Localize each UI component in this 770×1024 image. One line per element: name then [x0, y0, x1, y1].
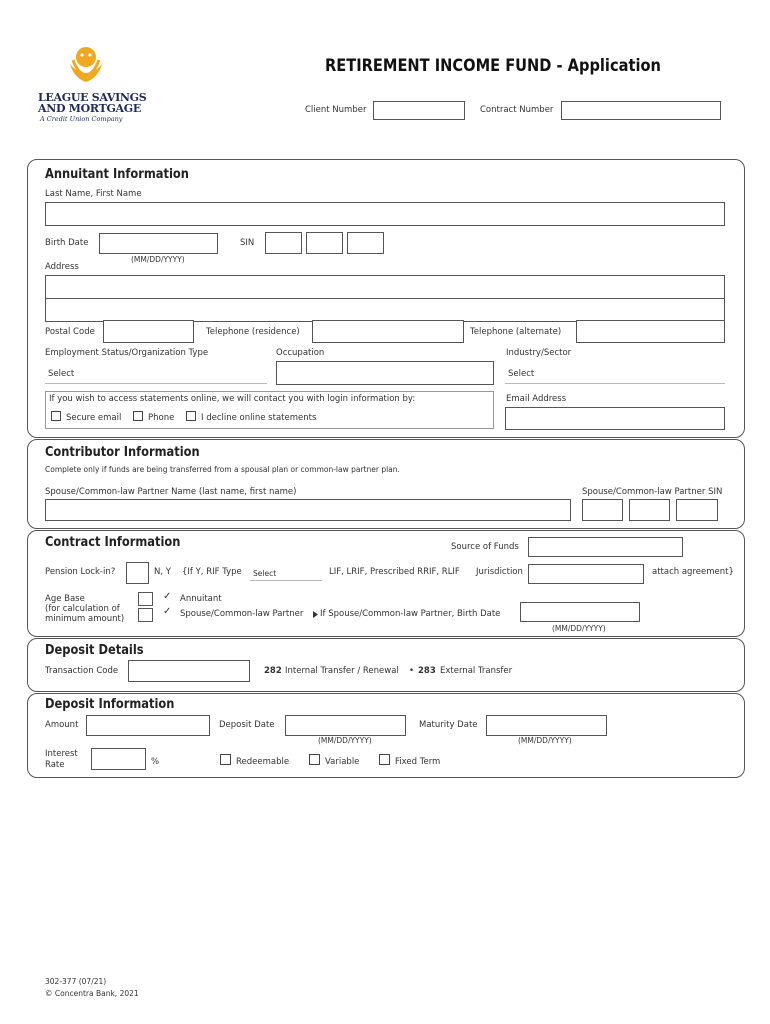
client-number-field[interactable]	[373, 101, 465, 120]
logo-line-1: LEAGUE SAVINGS	[38, 91, 147, 104]
maturity-date-field[interactable]	[486, 715, 607, 736]
spouse-option-label: Spouse/Common-law Partner	[180, 609, 304, 619]
variable-checkbox[interactable]	[309, 754, 320, 765]
page-title: RETIREMENT INCOME FUND - Application	[325, 56, 661, 76]
rif-type-label: {If Y, RIF Type	[182, 567, 242, 577]
contract-heading: Contract Information	[45, 535, 181, 550]
maturity-date-label: Maturity Date	[419, 720, 478, 730]
amount-label: Amount	[45, 720, 79, 730]
phone-checkbox[interactable]	[133, 411, 143, 421]
interest-label-1: Interest	[45, 749, 78, 759]
fixed-term-label: Fixed Term	[395, 757, 441, 767]
employment-select[interactable]	[45, 362, 267, 384]
address-line-1[interactable]	[45, 275, 725, 299]
code-283: 283	[418, 666, 436, 676]
contract-number-field[interactable]	[561, 101, 721, 120]
address-line-2[interactable]	[45, 298, 725, 322]
address-label: Address	[45, 262, 79, 272]
logo-line-2: AND MORTGAGE	[38, 102, 141, 115]
secure-email-label: Secure email	[66, 413, 122, 423]
contract-number-label: Contract Number	[480, 105, 554, 115]
partner-sin-field-3[interactable]	[676, 499, 718, 521]
contributor-note: Complete only if funds are being transferred from a spousal plan or common-law partner plan.	[45, 465, 400, 474]
copyright: © Concentra Bank, 2021	[45, 989, 139, 998]
logo-emblem-icon	[36, 44, 148, 84]
logo	[36, 44, 148, 128]
age-base-label-2: (for calculation of	[45, 604, 120, 614]
deposit-date-label: Deposit Date	[219, 720, 275, 730]
logo-tagline: A Credit Union Company	[40, 115, 123, 123]
contributor-heading: Contributor Information	[45, 445, 200, 460]
tel-alternate-field[interactable]	[576, 320, 725, 343]
form-number: 302-377 (07/21)	[45, 977, 107, 986]
lif-text: LIF, LRIF, Prescribed RRIF, RLIF	[329, 567, 460, 577]
source-label: Source of Funds	[451, 542, 519, 552]
partner-name-label: Spouse/Common-law Partner Name (last name, first name)	[45, 487, 297, 497]
sin-field-1[interactable]	[265, 232, 302, 254]
fixed-term-checkbox[interactable]	[379, 754, 390, 765]
industry-select[interactable]	[505, 362, 725, 384]
jurisdiction-label: Jurisdiction	[476, 567, 523, 577]
sin-label: SIN	[240, 238, 255, 248]
code-282-text: Internal Transfer / Renewal	[285, 666, 399, 676]
client-number-label: Client Number	[305, 105, 367, 115]
employment-select-value: Select	[48, 369, 75, 379]
spouse-birth-label: If Spouse/Common-law Partner, Birth Date	[320, 609, 501, 619]
interest-label-2: Rate	[45, 760, 65, 770]
variable-label: Variable	[325, 757, 360, 767]
check-icon: ✓	[163, 606, 172, 617]
transaction-code-label: Transaction Code	[45, 666, 119, 676]
name-label: Last Name, First Name	[45, 189, 142, 199]
age-base-spouse-checkbox[interactable]	[138, 608, 153, 622]
birth-date-hint: (MM/DD/YYYY)	[131, 255, 185, 264]
age-base-label-1: Age Base	[45, 594, 85, 604]
partner-sin-label: Spouse/Common-law Partner SIN	[582, 487, 723, 497]
jurisdiction-field[interactable]	[528, 564, 644, 584]
partner-sin-field-2[interactable]	[629, 499, 670, 521]
bullet-separator: •	[409, 666, 415, 676]
interest-rate-field[interactable]	[91, 748, 146, 770]
birth-date-label: Birth Date	[45, 238, 89, 248]
rif-type-value: Select	[253, 569, 277, 578]
lockin-field[interactable]	[126, 562, 149, 584]
deposit-details-heading: Deposit Details	[45, 643, 144, 658]
tel-residence-label: Telephone (residence)	[206, 327, 300, 337]
occupation-label: Occupation	[276, 348, 325, 358]
redeemable-checkbox[interactable]	[220, 754, 231, 765]
age-base-label-3: minimum amount)	[45, 614, 125, 624]
redeemable-label: Redeemable	[236, 757, 290, 767]
deposit-date-field[interactable]	[285, 715, 406, 736]
birth-date-field[interactable]	[99, 233, 218, 254]
age-base-annuitant-checkbox[interactable]	[138, 592, 153, 606]
decline-checkbox[interactable]	[186, 411, 196, 421]
tel-residence-field[interactable]	[312, 320, 464, 343]
partner-sin-field-1[interactable]	[582, 499, 623, 521]
email-field[interactable]	[505, 407, 725, 430]
check-icon: ✓	[163, 591, 172, 602]
deposit-date-hint: (MM/DD/YYYY)	[318, 736, 372, 745]
sin-field-2[interactable]	[306, 232, 343, 254]
deposit-info-heading: Deposit Information	[45, 697, 175, 712]
partner-name-field[interactable]	[45, 499, 571, 521]
code-282: 282	[264, 666, 282, 676]
online-notice: If you wish to access statements online, we will contact you with login information by:	[49, 394, 416, 404]
postal-code-label: Postal Code	[45, 327, 95, 337]
transaction-code-field[interactable]	[128, 660, 250, 682]
annuitant-option-label: Annuitant	[180, 594, 222, 604]
name-field[interactable]	[45, 202, 725, 226]
arrow-right-icon	[313, 611, 318, 618]
spouse-birth-field[interactable]	[520, 602, 640, 622]
annuitant-heading: Annuitant Information	[45, 167, 189, 182]
decline-label: I decline online statements	[201, 413, 317, 423]
email-label: Email Address	[506, 394, 567, 404]
spouse-birth-hint: (MM/DD/YYYY)	[552, 624, 606, 633]
phone-label: Phone	[148, 413, 175, 423]
lockin-label: Pension Lock-in?	[45, 567, 116, 577]
percent-sign: %	[151, 757, 160, 767]
sin-field-3[interactable]	[347, 232, 384, 254]
maturity-date-hint: (MM/DD/YYYY)	[518, 736, 572, 745]
employment-label: Employment Status/Organization Type	[45, 348, 209, 358]
tel-alternate-label: Telephone (alternate)	[470, 327, 562, 337]
secure-email-checkbox[interactable]	[51, 411, 61, 421]
attach-text: attach agreement}	[652, 567, 734, 577]
industry-select-value: Select	[508, 369, 535, 379]
source-field[interactable]	[528, 537, 683, 557]
industry-label: Industry/Sector	[506, 348, 572, 358]
amount-field[interactable]	[86, 715, 210, 736]
postal-code-field[interactable]	[103, 320, 194, 343]
lockin-options: N, Y	[154, 567, 171, 577]
occupation-field[interactable]	[276, 361, 494, 385]
code-283-text: External Transfer	[440, 666, 513, 676]
